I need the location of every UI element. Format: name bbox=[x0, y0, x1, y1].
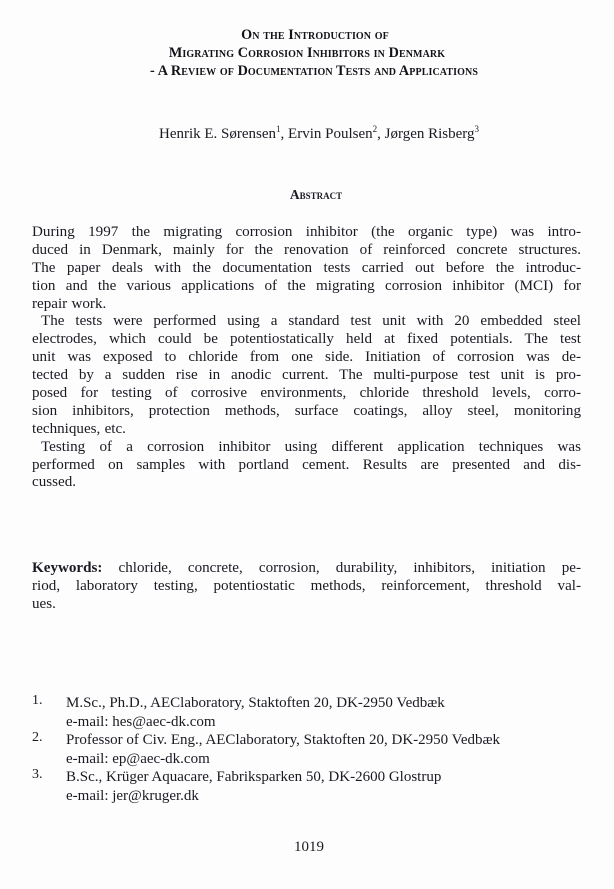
keywords-line: ues. bbox=[32, 595, 56, 612]
footnote-number: 3. bbox=[32, 767, 43, 783]
affiliation-marker: 2 bbox=[372, 124, 378, 134]
affiliation-marker: 1 bbox=[276, 124, 281, 134]
keywords-label: Keywords: bbox=[32, 560, 103, 576]
abstract-line: performed on samples with portland cement. Results are presented and dis- bbox=[32, 456, 581, 473]
abstract-line: tected by a sudden rise in anodic current. The multi-purpose test unit is pro- bbox=[32, 367, 581, 384]
title-line-3: - A Review of Documentation Tests and Applications bbox=[150, 63, 478, 79]
paper-title bbox=[0, 26, 614, 80]
title-line-2: Migrating Corrosion Inhibitors in Denmark bbox=[168, 45, 446, 61]
footnote-email: e-mail: jer@kruger.dk bbox=[66, 787, 199, 804]
affiliation-marker: 3 bbox=[474, 124, 480, 134]
affiliation-footnotes bbox=[32, 694, 592, 806]
abstract-line: Testing of a corrosion inhibitor using different application techniques was bbox=[41, 438, 581, 455]
author-list bbox=[0, 125, 614, 143]
abstract-line: unit was exposed to chloride from one side. Initiation of corrosion was de- bbox=[32, 349, 581, 366]
abstract-line: duced in Denmark, mainly for the renovation of reinforced concrete structures. bbox=[32, 241, 581, 258]
abstract-line: repair work. bbox=[32, 295, 107, 312]
footnote-email: e-mail: hes@aec-dk.com bbox=[66, 713, 216, 730]
author-separator: , bbox=[377, 126, 385, 142]
author-name: Ervin Poulsen bbox=[288, 126, 373, 142]
abstract-line: tion and the various applications of the migrating corrosion inhibitor (MCI) for bbox=[32, 277, 581, 294]
footnote-email: e-mail: ep@aec-dk.com bbox=[66, 750, 210, 767]
author-name: Henrik E. Sørensen bbox=[158, 126, 277, 142]
footnote-1 bbox=[32, 694, 592, 731]
abstract-line: electrodes, which could be potentiostatically held at fixed potentials. The test bbox=[32, 331, 581, 348]
footnote-number: 1. bbox=[32, 693, 43, 708]
keywords-line bbox=[32, 560, 581, 578]
footnote-3 bbox=[32, 768, 592, 805]
page-number: 1019 bbox=[294, 839, 324, 855]
title-line-1: On the Introduction of bbox=[241, 27, 389, 43]
keywords-section bbox=[32, 560, 581, 614]
author-separator: , bbox=[280, 126, 289, 142]
footnote-affiliation: M.Sc., Ph.D., AEClaboratory, Staktoften 20, DK-2950 Vedbæk bbox=[66, 695, 445, 711]
abstract-line: cussed. bbox=[32, 474, 77, 491]
abstract-line: During 1997 the migrating corrosion inhibitor (the organic type) was intro- bbox=[32, 224, 581, 240]
footnote-2 bbox=[32, 731, 592, 768]
keywords-text: chloride, concrete, corrosion, durability, inhibitors, initiation pe- bbox=[102, 560, 581, 576]
abstract-heading: Abstract bbox=[289, 187, 343, 202]
abstract-line: sion inhibitors, protection methods, surface coatings, alloy steel, monitoring bbox=[32, 402, 581, 419]
footnote-affiliation: B.Sc., Krüger Aquacare, Fabriksparken 50, DK-2600 Glostrup bbox=[66, 769, 442, 786]
footnote-number: 2. bbox=[32, 730, 43, 746]
author-name: Jørgen Risberg bbox=[384, 126, 475, 142]
keywords-line: riod, laboratory testing, potentiostatic methods, reinforcement, threshold val- bbox=[32, 577, 581, 594]
abstract-line: The paper deals with the documentation tests carried out before the introduc- bbox=[32, 259, 581, 276]
abstract-line: The tests were performed using a standard test unit with 20 embedded steel bbox=[41, 313, 581, 330]
footnote-affiliation: Professor of Civ. Eng., AEClaboratory, Staktoften 20, DK-2950 Vedbæk bbox=[66, 732, 500, 749]
abstract-line: techniques, etc. bbox=[32, 420, 126, 437]
abstract-line: posed for testing of corrosive environments, chloride threshold levels, corro- bbox=[32, 385, 581, 402]
abstract-body bbox=[32, 224, 581, 492]
